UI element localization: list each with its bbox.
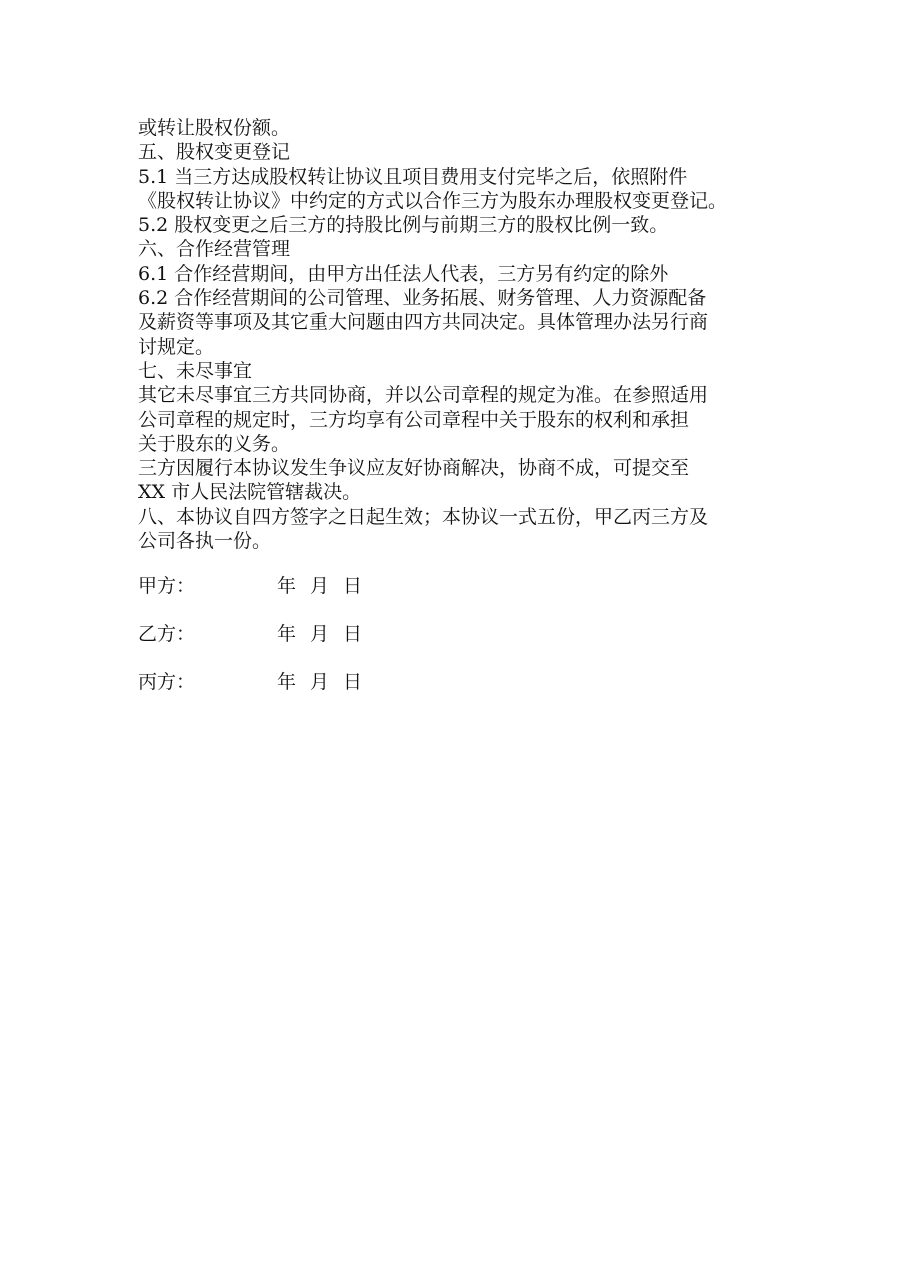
party-label: 丙方： bbox=[138, 671, 196, 693]
signature-date bbox=[277, 571, 376, 598]
text-line: 三方因履行本协议发生争议应友好协商解决，协商不成，可提交至 bbox=[138, 457, 690, 480]
text-line: XX 市人民法院管辖裁决。 bbox=[138, 481, 362, 504]
text-line: 5.1 当三方达成股权转让协议且项目费用支付完毕之后，依照附件 bbox=[138, 165, 688, 188]
party-label: 乙方： bbox=[138, 623, 196, 645]
party-label: 甲方： bbox=[138, 575, 196, 597]
text-line: 或转让股权份额。 bbox=[138, 117, 291, 139]
date-day: 日 bbox=[343, 623, 363, 645]
date-year: 年 bbox=[277, 671, 297, 693]
signature-row-party-b bbox=[138, 619, 538, 667]
text-line: 公司各执一份。 bbox=[138, 530, 272, 553]
date-day: 日 bbox=[343, 575, 363, 597]
date-month: 月 bbox=[310, 671, 330, 693]
signature-block bbox=[138, 571, 538, 715]
date-day: 日 bbox=[343, 671, 363, 693]
section-heading: 五、股权变更登记 bbox=[138, 141, 291, 164]
text-line: 八、本协议自四方签字之日起生效；本协议一式五份，甲乙丙三方及 bbox=[138, 505, 709, 528]
signature-row-party-c bbox=[138, 667, 538, 715]
text-line: 关于股东的义务。 bbox=[138, 432, 291, 455]
date-year: 年 bbox=[277, 623, 297, 645]
signature-row-party-a bbox=[138, 571, 538, 619]
section-heading: 七、未尽事宜 bbox=[138, 359, 253, 382]
text-line: 其它未尽事宜三方共同协商，并以公司章程的规定为准。在参照适用 bbox=[138, 384, 709, 407]
text-line: 5.2 股权变更之后三方的持股比例与前期三方的股权比例一致。 bbox=[138, 214, 669, 237]
text-line: 及薪资等事项及其它重大问题由四方共同决定。具体管理办法另行商 bbox=[138, 311, 709, 334]
text-line: 6.2 合作经营期间的公司管理、业务拓展、财务管理、人力资源配备 bbox=[138, 287, 707, 310]
text-line: 《股权转让协议》中约定的方式以合作三方为股东办理股权变更登记。 bbox=[138, 189, 728, 212]
text-line: 讨规定。 bbox=[138, 335, 215, 358]
section-heading: 六、合作经营管理 bbox=[138, 238, 291, 261]
date-year: 年 bbox=[277, 575, 297, 597]
text-line: 公司章程的规定时，三方均享有公司章程中关于股东的权利和承担 bbox=[138, 408, 690, 431]
date-month: 月 bbox=[310, 575, 330, 597]
date-month: 月 bbox=[310, 623, 330, 645]
text-line: 6.1 合作经营期间，由甲方出任法人代表，三方另有约定的除外 bbox=[138, 262, 669, 285]
signature-date bbox=[277, 667, 376, 694]
agreement-body bbox=[138, 116, 798, 553]
signature-date bbox=[277, 619, 376, 646]
